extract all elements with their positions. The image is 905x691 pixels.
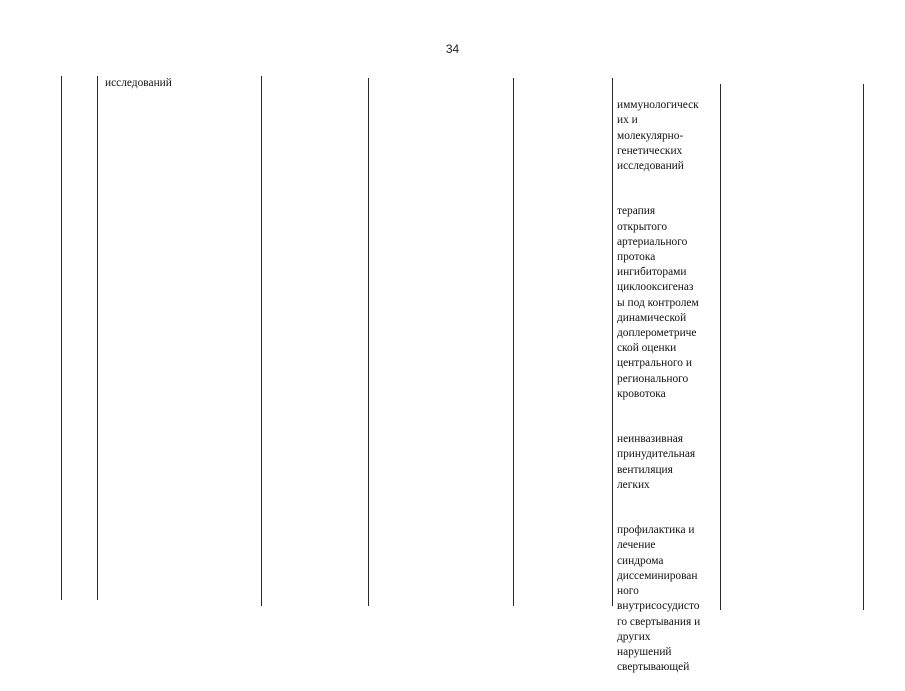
page-number: 34 bbox=[445, 42, 460, 56]
table-rule-2 bbox=[97, 76, 98, 600]
table-rule-3 bbox=[261, 76, 262, 606]
table-rule-8 bbox=[863, 84, 864, 610]
column-6-text-block: терапия открытого артериального протока ингибиторами циклооксигеназ ы под контролем динамической доплерометриче ской оценки центрального и регионального кровотока bbox=[617, 205, 699, 400]
table-rule-5 bbox=[513, 78, 514, 606]
column-6-text-block: профилактика и лечение синдрома диссеминирован ного внутрисосудисто го свертывания и других нарушений свертывающей bbox=[617, 524, 701, 674]
column-6-text-block: неинвазивная принудительная вентиляция легких bbox=[617, 433, 696, 491]
table-rule-1 bbox=[61, 76, 62, 600]
table-cell-column-2: исследований bbox=[105, 77, 172, 89]
table-rule-7 bbox=[720, 84, 721, 610]
table-rule-4 bbox=[368, 78, 369, 606]
column-6-text-block: иммунологическ их и молекулярно- генетических исследований bbox=[617, 99, 699, 173]
table-cell-column-6 bbox=[617, 83, 717, 691]
table-rule-6 bbox=[612, 78, 613, 606]
